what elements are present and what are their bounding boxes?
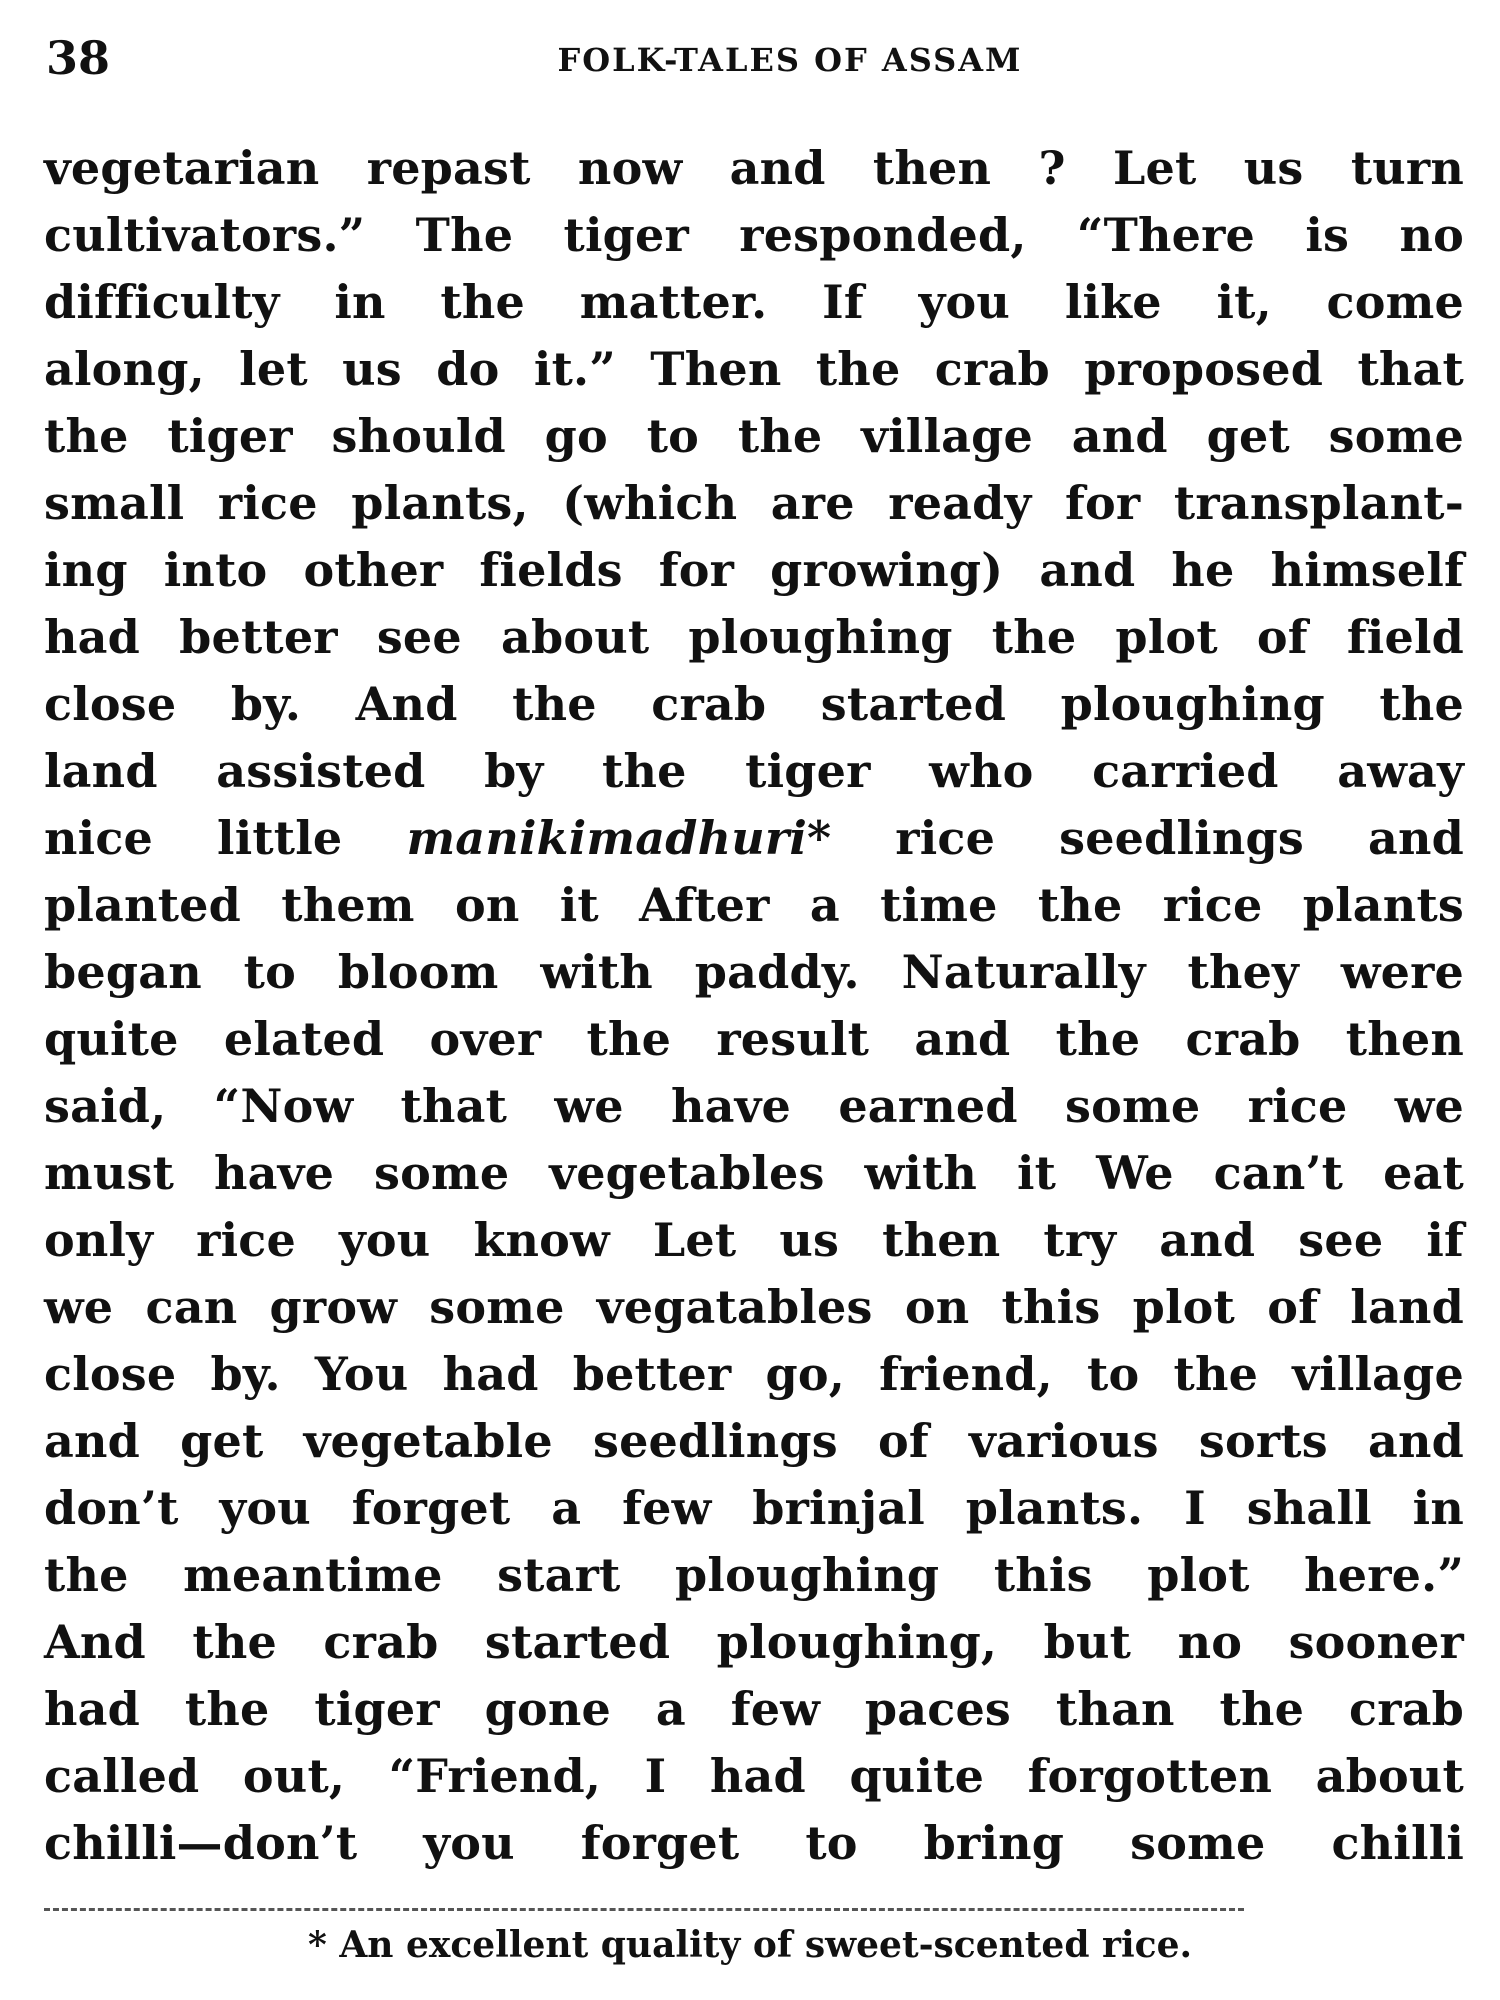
text-line: only rice you know Let us then try and see if: [44, 1213, 1464, 1267]
body-text: [44, 135, 1464, 1877]
text-line: the tiger should go to the village and get some: [44, 409, 1464, 463]
footnote: * An excellent quality of sweet-scented rice.: [307, 1924, 1193, 1966]
text-line: we can grow some vegatables on this plot of land: [44, 1280, 1464, 1334]
text-line: difficulty in the matter. If you like it, come: [44, 275, 1464, 329]
text-line: must have some vegetables with it We can’t eat: [44, 1146, 1464, 1200]
text-line: and get vegetable seedlings of various sorts and: [44, 1414, 1464, 1468]
text-line: along, let us do it.” Then the crab proposed that: [44, 342, 1464, 396]
text-line-with-italic: [44, 805, 1464, 872]
text-line: quite elated over the result and the crab then: [44, 1012, 1464, 1066]
footnote-divider: [44, 1908, 1244, 1911]
text-line: ing into other fields for growing) and he himself: [44, 543, 1464, 597]
text-line: land assisted by the tiger who carried away: [44, 744, 1464, 798]
page-header: [40, 28, 1460, 98]
text-line: don’t you forget a few brinjal plants. I shall in: [44, 1481, 1464, 1535]
page-number: 38: [46, 31, 111, 85]
text-fragment: nice little: [44, 811, 407, 865]
text-line: small rice plants, (which are ready for transplant-: [44, 476, 1464, 530]
text-line: said, “Now that we have earned some rice we: [44, 1079, 1464, 1133]
italic-term: manikimadhuri: [406, 811, 808, 865]
text-line: vegetarian repast now and then ? Let us turn: [44, 141, 1464, 195]
text-line: the meantime start ploughing this plot here.”: [44, 1548, 1464, 1602]
text-line: close by. And the crab started ploughing the: [44, 677, 1464, 731]
text-line: planted them on it After a time the rice plants: [44, 878, 1464, 932]
text-line: began to bloom with paddy. Naturally they were: [44, 945, 1464, 999]
text-line: close by. You had better go, friend, to the village: [44, 1347, 1464, 1401]
text-line: had better see about ploughing the plot of field: [44, 610, 1464, 664]
text-line: had the tiger gone a few paces than the crab: [44, 1682, 1464, 1736]
text-line: called out, “Friend, I had quite forgotten about: [44, 1749, 1464, 1803]
running-head: FOLK-TALES OF ASSAM: [557, 41, 1023, 79]
text-line: cultivators.” The tiger responded, “There is no: [44, 208, 1464, 262]
text-line: chilli—don’t you forget to bring some chilli: [44, 1816, 1464, 1870]
text-fragment: * rice seedlings and: [807, 811, 1464, 865]
text-line: And the crab started ploughing, but no sooner: [44, 1615, 1464, 1669]
